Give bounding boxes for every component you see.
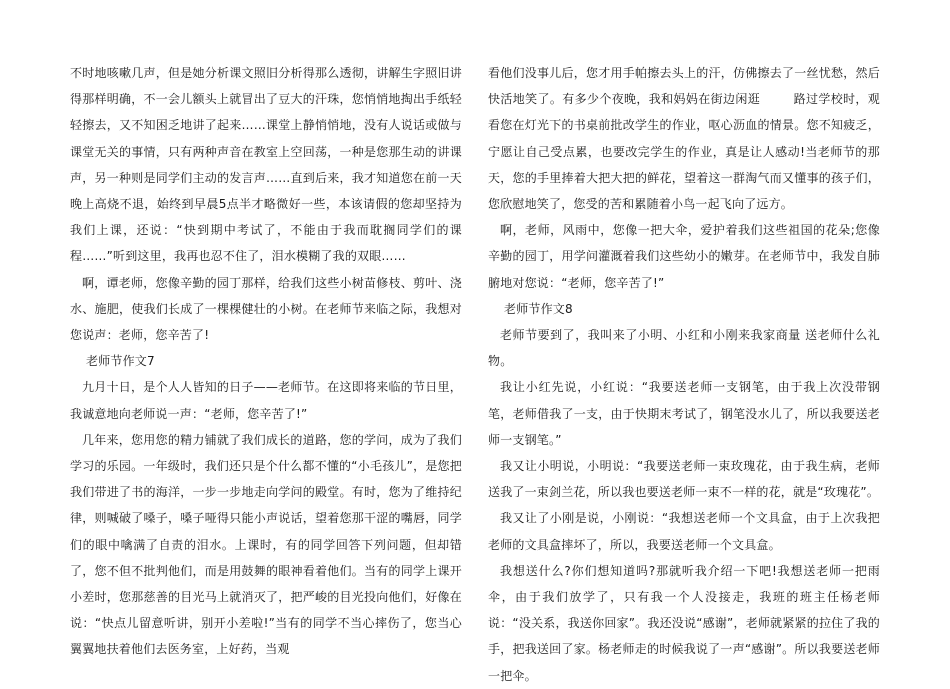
right-column bbox=[488, 60, 880, 689]
paragraph: 我又让小明说，小明说：“我要送老师一束玫瑰花，由于我生病，老师送我了一束剑兰花，所以我也要送老师一束不一样的花，就是“玫瑰花”。 bbox=[488, 459, 880, 500]
paragraph: 啊，老师，风雨中，您像一把大伞，爱护着我们这些祖国的花朵;您像辛勤的园丁，用学问灌溉着我们这些幼小的嫩芽。在老师节中，我发自肺腑地对您说：“老师，您辛苦了!” bbox=[488, 223, 880, 290]
section-heading: 老师节作文7 bbox=[86, 354, 155, 369]
section-heading: 老师节作文8 bbox=[504, 301, 573, 316]
paragraph: 几年来，您用您的精力铺就了我们成长的道路，您的学问，成为了我们学习的乐园。一年级时，我们还只是个什么都不懂的“小毛孩儿”，是您把我们带进了书的海洋，一步一步地走向学问的殿堂。有时，您为了维持纪律，则喊破了嗓子，嗓子哑得只能小声说话，望着您那干涩的嘴唇，同学们的眼中噙满了自责的泪水。上课时，有的同学回答下列问题，但却错了，您不但不批判他们，而是用鼓舞的眼神看着他们。当有的同学上课开小差时，您那慈善的目光马上就消灭了，把严峻的目光投向他们，好像在说：“快点儿留意听讲，别开小差啦!”当有的同学不当心摔伤了，您当心翼翼地扶着他们去医务室，上好药，当观 bbox=[70, 432, 462, 657]
paragraph: 九月十日，是个人人皆知的日子——老师节。在这即将来临的节日里，我诚意地向老师说一声：“老师，您辛苦了!” bbox=[70, 380, 462, 421]
left-column bbox=[70, 60, 462, 663]
paragraph: 我又让了小刚是说，小刚说：“我想送老师一个文具盒，由于上次我把老师的文具盒摔坏了，所以，我要送老师一个文具盒。 bbox=[488, 511, 880, 552]
paragraph: 啊，谭老师，您像辛勤的园丁那样，给我们这些小树苗修枝、剪叶、浇水、施肥，使我们长成了一棵棵健壮的小树。在老师节来临之际，我想对您说声：老师，您辛苦了! bbox=[70, 275, 462, 343]
paragraph: 老师节要到了，我叫来了小明、小红和小刚来我家商量 送老师什么礼物。 bbox=[488, 328, 880, 369]
paragraph: 看他们没事儿后，您才用手帕擦去头上的汗，仿佛擦去了一丝忧愁，然后快活地笑了。有多少个夜晚，我和妈妈在街边闲逛 路过学校时，观看您在灯光下的书桌前批改学生的作业，呕心沥血的情景。您不知疲乏，宁愿让自己受点累，也要改完学生的作业，真是让人感动!当老师节的那天，您的手里捧着大把大把的鲜花，望着这一群淘气而又懂事的孩子们，您欣慰地笑了，您受的苦和累随着小鸟一起飞向了远方。 bbox=[488, 66, 880, 212]
paragraph: 我让小红先说，小红说：“我要送老师一支钢笔，由于我上次没带钢笔，老师借我了一支，由于快期末考试了，钢笔没水儿了，所以我要送老师一支钢笔。” bbox=[488, 380, 880, 447]
paragraph: 不时地咳嗽几声，但是她分析课文照旧分析得那么透彻，讲解生字照旧讲得那样明确，不一会儿额头上就冒出了豆大的汗珠，您悄悄地掏出手纸轻轻擦去，又不知困乏地讲了起来……课堂上静悄悄地，没有人说话或做与课堂无关的事情，只有两种声音在教室上空回荡，一种是您那生动的讲课声，另一种则是同学们主动的发言声……直到后来，我才知道您在前一天晚上高烧不退，始终到早晨5点半才略微好一些，本该请假的您却坚持为我们上课，还说：“快到期中考试了，不能由于我而耽搁同学们的课程……”听到这里，我再也忍不住了，泪水模糊了我的双眼…… bbox=[70, 66, 462, 264]
paragraph: 我想送什么?你们想知道吗?那就听我介绍一下吧!我想送老师一把雨伞，由于我们放学了，只有我一个人没接走，我班的班主任杨老师说：“没关系，我送你回家”。我还没说“感谢”，老师就紧紧的拉住了我的手，把我送回了家。杨老师走的时候我说了一声“感谢”。所以我要送老师一把伞。 bbox=[488, 563, 880, 683]
